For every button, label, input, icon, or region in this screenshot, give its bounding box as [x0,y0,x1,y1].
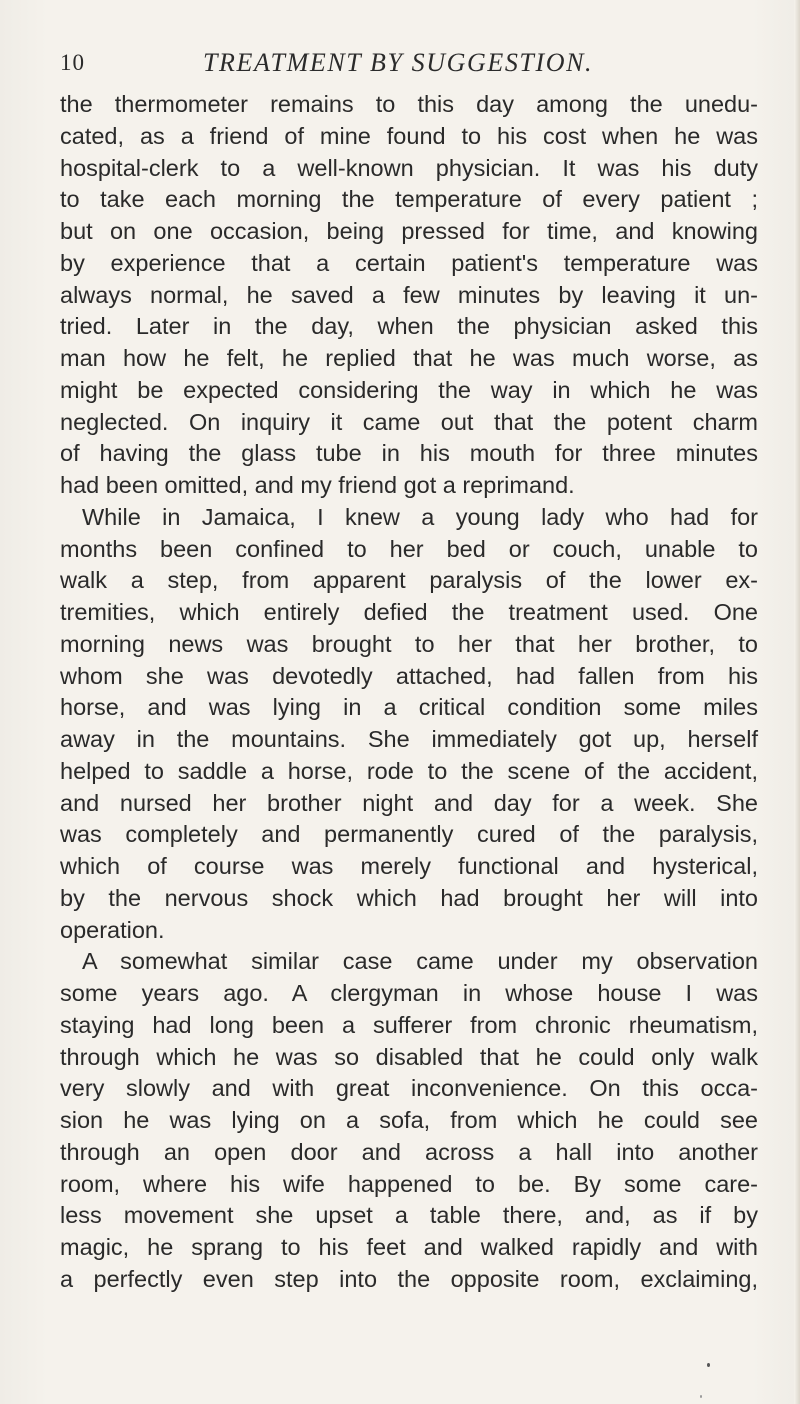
text-line: man how he felt, he replied that he was much worse, as [60,345,758,371]
text-line: very slowly and with great inconvenience. On this occa- [60,1075,758,1102]
text-line: and nursed her brother night and day for a week. She [60,789,758,816]
text-line: hospital-clerk to a well-known physician. It was his duty [60,154,758,181]
text-line: the thermometer remains to this day among the unedu- [60,91,758,117]
text-line: neglected. On inquiry it came out that the potent charm [60,408,758,435]
body-text [60,89,758,1296]
text-line: cated, as a friend of mine found to his cost when he was [60,122,758,149]
text-line: through which he was so disabled that he could only walk [60,1043,758,1070]
ink-speck [700,1395,702,1398]
text-line: morning news was brought to her that her brother, to [60,630,758,657]
text-line: always normal, he saved a few minutes by leaving it un- [60,281,758,308]
text-line: but on one occasion, being pressed for time, and knowing [60,218,758,244]
page-number: 10 [60,50,85,75]
text-line: through an open door and across a hall into another [60,1138,758,1165]
text-line: helped to saddle a horse, rode to the scene of the accident, [60,757,758,784]
text-line: sion he was lying on a sofa, from which he could see [60,1107,758,1133]
text-line: whom she was devotedly attached, had fallen from his [60,662,758,689]
text-line: which of course was merely functional and hysterical, [60,853,758,879]
text-line: had been omitted, and my friend got a reprimand. [60,472,575,498]
text-line: months been confined to her bed or couch, unable to [60,535,758,562]
text-line: While in Jamaica, I knew a young lady who had for [82,503,758,530]
text-line: away in the mountains. She immediately got up, herself [60,726,758,752]
text-line: magic, he sprang to his feet and walked rapidly and with [60,1234,758,1260]
text-line: tried. Later in the day, when the physician asked this [60,313,758,340]
text-line: horse, and was lying in a critical condition some miles [60,694,758,721]
text-line: by the nervous shock which had brought her will into [60,884,758,911]
text-line: by experience that a certain patient's temperature was [60,249,758,276]
text-line: was completely and permanently cured of the paralysis, [60,821,758,848]
text-line: staying had long been a sufferer from chronic rheumatism, [60,1011,758,1038]
text-line: to take each morning the temperature of every patient ; [60,186,758,213]
ink-speck [707,1363,710,1367]
text-line: room, where his wife happened to be. By some care- [60,1170,758,1197]
text-line: might be expected considering the way in which he was [60,376,758,403]
text-line: operation. [60,916,165,943]
text-line: tremities, which entirely defied the treatment used. One [60,599,758,625]
text-line: walk a step, from apparent paralysis of the lower ex- [60,567,758,594]
text-line: less movement she upset a table there, and, as if by [60,1202,758,1229]
text-line: of having the glass tube in his mouth for three minutes [60,440,758,467]
page-edge-shadow [794,0,800,1404]
text-line: some years ago. A clergyman in whose house I was [60,980,758,1006]
text-line: a perfectly even step into the opposite room, exclaiming, [60,1265,758,1292]
text-line: A somewhat similar case came under my observation [82,948,758,975]
running-title: TREATMENT BY SUGGESTION. [203,48,594,77]
running-head [60,46,760,80]
